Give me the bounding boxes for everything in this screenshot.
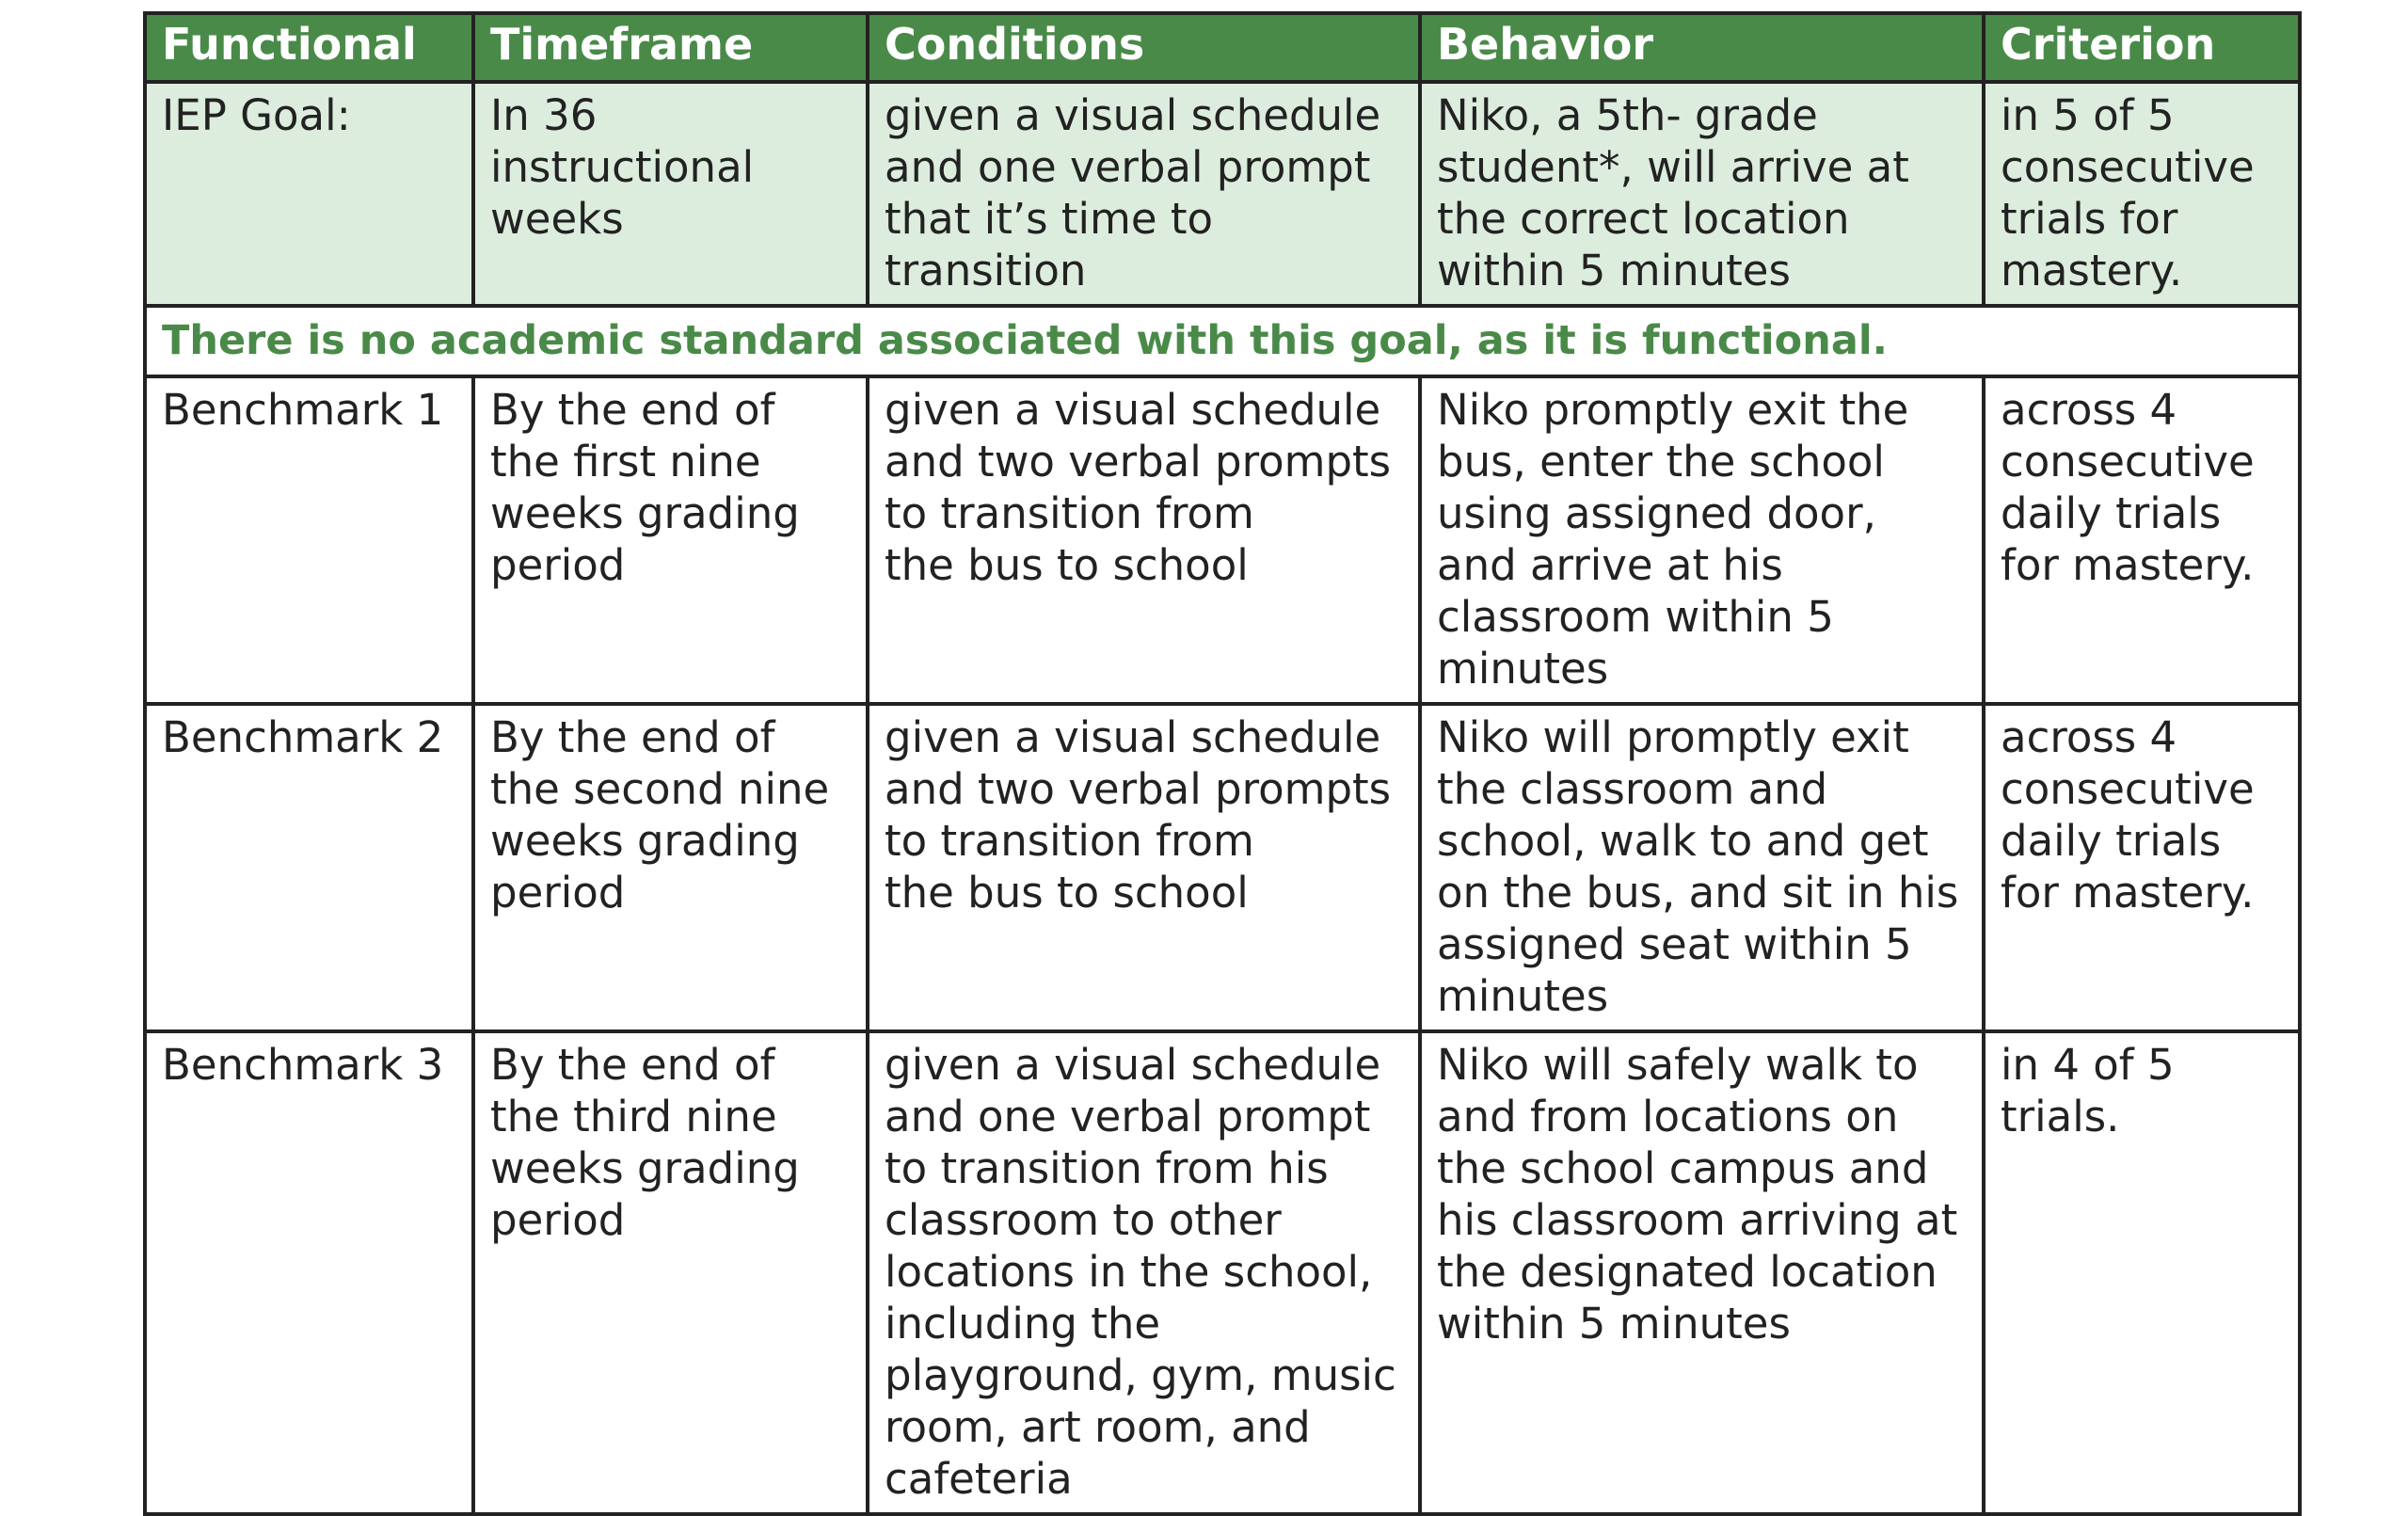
benchmark-row: [145, 704, 2300, 1031]
standard-note: There is no academic standard associated with this goal, as it is functional.: [145, 306, 2300, 376]
goal-behavior: Niko, a 5th- grade student*, will arrive at the correct location within 5 minutes: [1420, 82, 1984, 306]
header-conditions: Conditions: [868, 13, 1420, 82]
header-timeframe: Timeframe: [473, 13, 868, 82]
benchmark-criterion: across 4 consecutive daily trials for mastery.: [1984, 376, 2300, 704]
goal-criterion: in 5 of 5 consecutive trials for mastery.: [1984, 82, 2300, 306]
benchmark-timeframe: By the end of the first nine weeks grading period: [473, 376, 868, 704]
benchmark-behavior: Niko will promptly exit the classroom and school, walk to and get on the bus, and sit in his assigned seat within 5 minutes: [1420, 704, 1984, 1031]
benchmark-criterion: across 4 consecutive daily trials for mastery.: [1984, 704, 2300, 1031]
iep-goal-table: [143, 11, 2302, 1516]
goal-row: [145, 82, 2300, 306]
header-functional: Functional: [145, 13, 473, 82]
benchmark-behavior: Niko will safely walk to and from locations on the school campus and his classroom arriving at the designated location within 5 minutes: [1420, 1031, 1984, 1514]
header-row: [145, 13, 2300, 82]
conditions-line: the bus to school: [885, 540, 1249, 590]
benchmark-timeframe: By the end of the third nine weeks grading period: [473, 1031, 868, 1514]
conditions-line: given a visual schedule and one verbal prompt to transition from his classroom to other locations in the school, including the playground, gym, music room, art room, and cafeteria: [885, 1040, 1396, 1504]
benchmark-conditions: [868, 1031, 1420, 1514]
conditions-line: given a visual schedule and two verbal prompts to transition from: [885, 712, 1392, 866]
header-behavior: Behavior: [1420, 13, 1984, 82]
benchmark-row: [145, 376, 2300, 704]
goal-conditions: given a visual schedule and one verbal prompt that it’s time to transition: [868, 82, 1420, 306]
benchmark-row: [145, 1031, 2300, 1514]
benchmark-conditions: [868, 704, 1420, 1031]
note-row: [145, 306, 2300, 376]
benchmark-label: Benchmark 3: [145, 1031, 473, 1514]
benchmark-label: Benchmark 1: [145, 376, 473, 704]
goal-timeframe: In 36 instructional weeks: [473, 82, 868, 306]
benchmark-label: Benchmark 2: [145, 704, 473, 1031]
header-criterion: Criterion: [1984, 13, 2300, 82]
goal-label: IEP Goal:: [145, 82, 473, 306]
benchmark-behavior: Niko promptly exit the bus, enter the school using assigned door, and arrive at his classroom within 5 minutes: [1420, 376, 1984, 704]
conditions-line: the bus to school: [885, 868, 1249, 918]
benchmark-conditions: [868, 376, 1420, 704]
benchmark-criterion: in 4 of 5 trials.: [1984, 1031, 2300, 1514]
conditions-line: given a visual schedule and two verbal prompts to transition from: [885, 385, 1392, 538]
benchmark-timeframe: By the end of the second nine weeks grading period: [473, 704, 868, 1031]
